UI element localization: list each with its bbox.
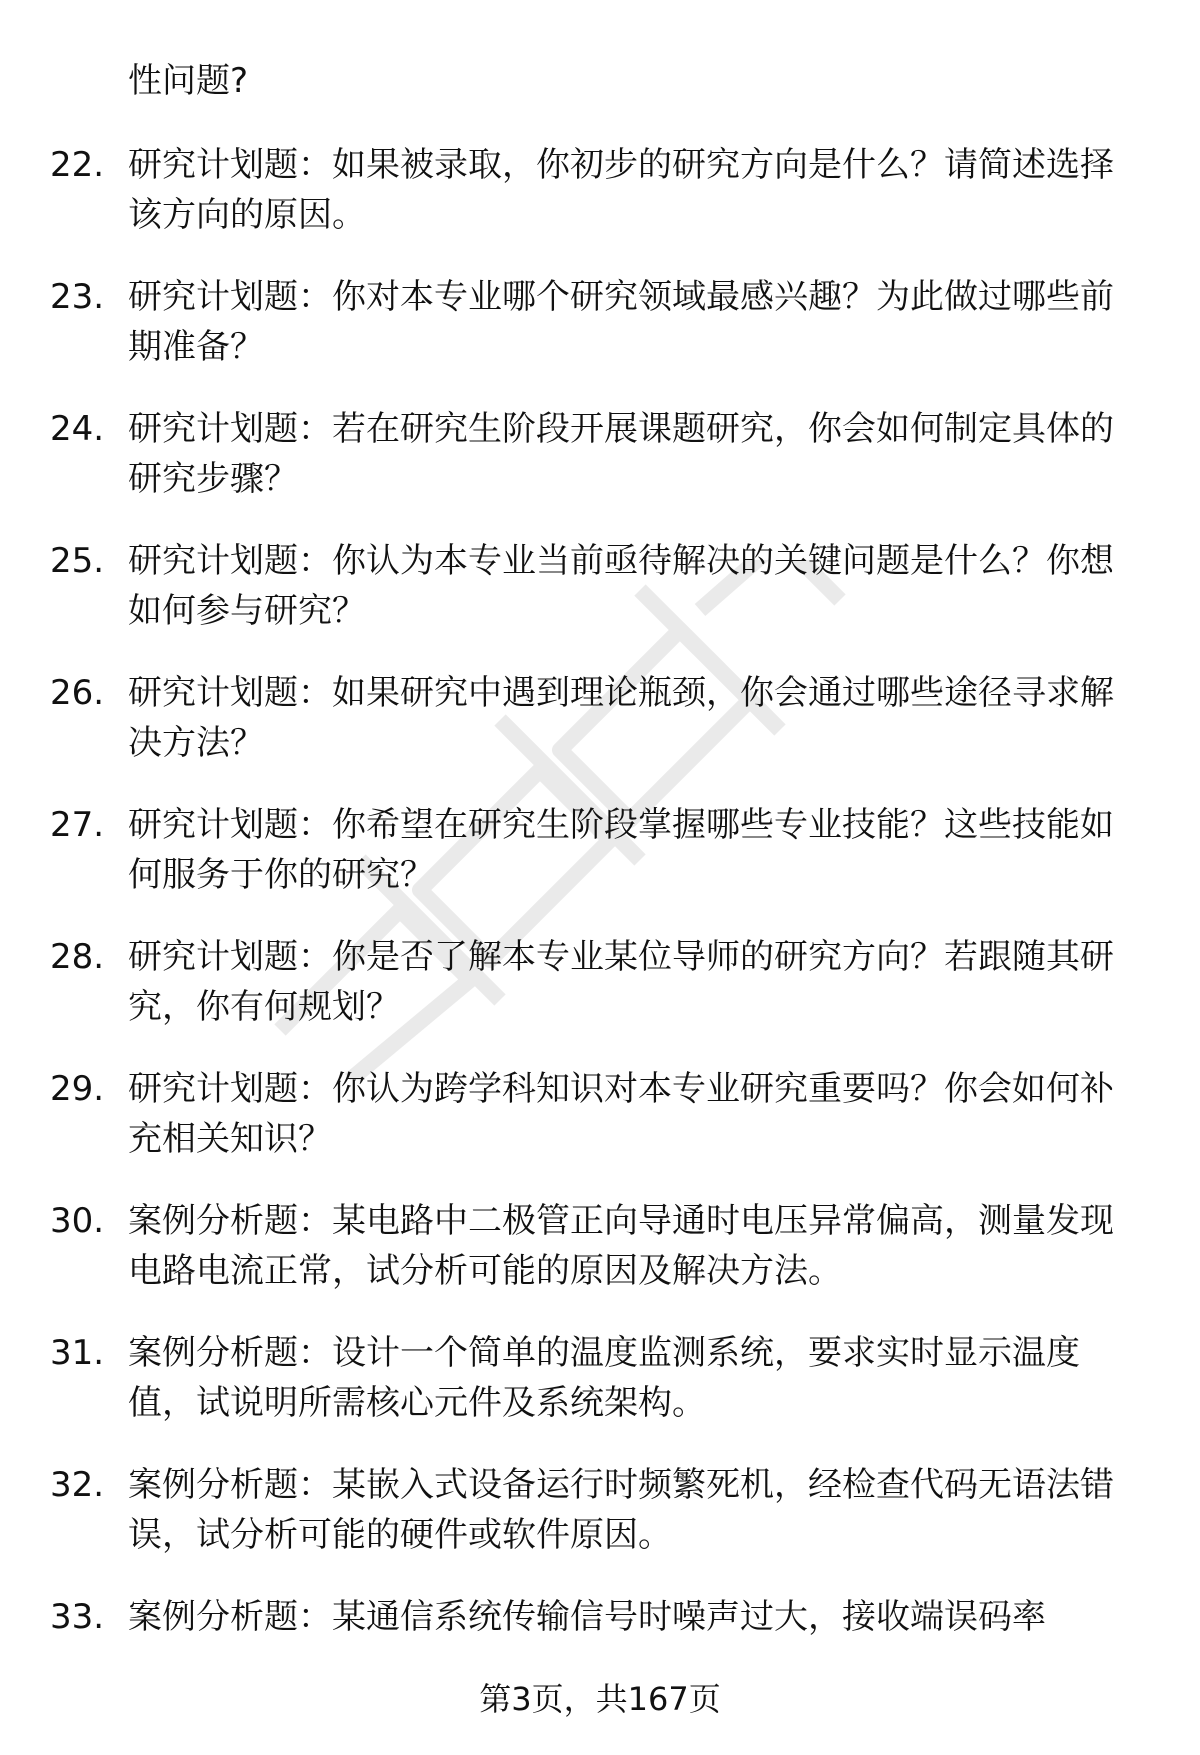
list-item — [50, 1196, 1160, 1296]
list-item — [50, 1592, 1160, 1642]
list-item — [50, 1328, 1160, 1428]
item-text: 案例分析题：设计一个简单的温度监测系统，要求实时显示温度值，试说明所需核心元件及系统架构。 — [128, 1333, 1080, 1423]
item-number: 24. — [50, 409, 105, 449]
item-number: 27. — [50, 805, 105, 845]
item-text: 研究计划题：你对本专业哪个研究领域最感兴趣？为此做过哪些前期准备？ — [128, 277, 1114, 367]
item-number: 22. — [50, 145, 105, 185]
item-number: 23. — [50, 277, 105, 317]
list-item — [50, 668, 1160, 768]
item-text: 研究计划题：你认为本专业当前亟待解决的关键问题是什么？你想如何参与研究？ — [128, 541, 1114, 631]
item-number: 29. — [50, 1069, 105, 1109]
continuation-text: 性问题? — [128, 61, 249, 101]
item-number: 33. — [50, 1597, 105, 1637]
item-number: 31. — [50, 1333, 105, 1373]
item-number: 25. — [50, 541, 105, 581]
question-list — [50, 140, 1160, 1674]
list-item — [50, 536, 1160, 636]
item-number: 26. — [50, 673, 105, 713]
item-text: 研究计划题：你认为跨学科知识对本专业研究重要吗？你会如何补充相关知识？ — [128, 1069, 1114, 1159]
item-text: 研究计划题：如果研究中遇到理论瓶颈，你会通过哪些途径寻求解决方法？ — [128, 673, 1114, 763]
item-text: 研究计划题：你希望在研究生阶段掌握哪些专业技能？这些技能如何服务于你的研究？ — [128, 805, 1114, 895]
list-item — [50, 404, 1160, 504]
item-text: 案例分析题：某嵌入式设备运行时频繁死机，经检查代码无语法错误，试分析可能的硬件或软件原因。 — [128, 1465, 1114, 1555]
list-item — [50, 932, 1160, 1032]
item-number: 30. — [50, 1201, 105, 1241]
list-item — [50, 1064, 1160, 1164]
list-item — [50, 140, 1160, 240]
item-number: 32. — [50, 1465, 105, 1505]
list-item — [50, 272, 1160, 372]
item-text: 研究计划题：如果被录取，你初步的研究方向是什么？请简述选择该方向的原因。 — [128, 145, 1114, 235]
item-text: 案例分析题：某电路中二极管正向导通时电压异常偏高，测量发现电路电流正常，试分析可能的原因及解决方法。 — [128, 1201, 1114, 1291]
item-text: 研究计划题：若在研究生阶段开展课题研究，你会如何制定具体的研究步骤？ — [128, 409, 1114, 499]
item-number: 28. — [50, 937, 105, 977]
item-text: 研究计划题：你是否了解本专业某位导师的研究方向？若跟随其研究，你有何规划？ — [128, 937, 1114, 1027]
item-text: 案例分析题：某通信系统传输信号时噪声过大，接收端误码率 — [128, 1597, 1046, 1637]
list-item — [50, 800, 1160, 900]
list-item — [50, 1460, 1160, 1560]
page-footer: 第3页，共167页 — [479, 1680, 721, 1718]
